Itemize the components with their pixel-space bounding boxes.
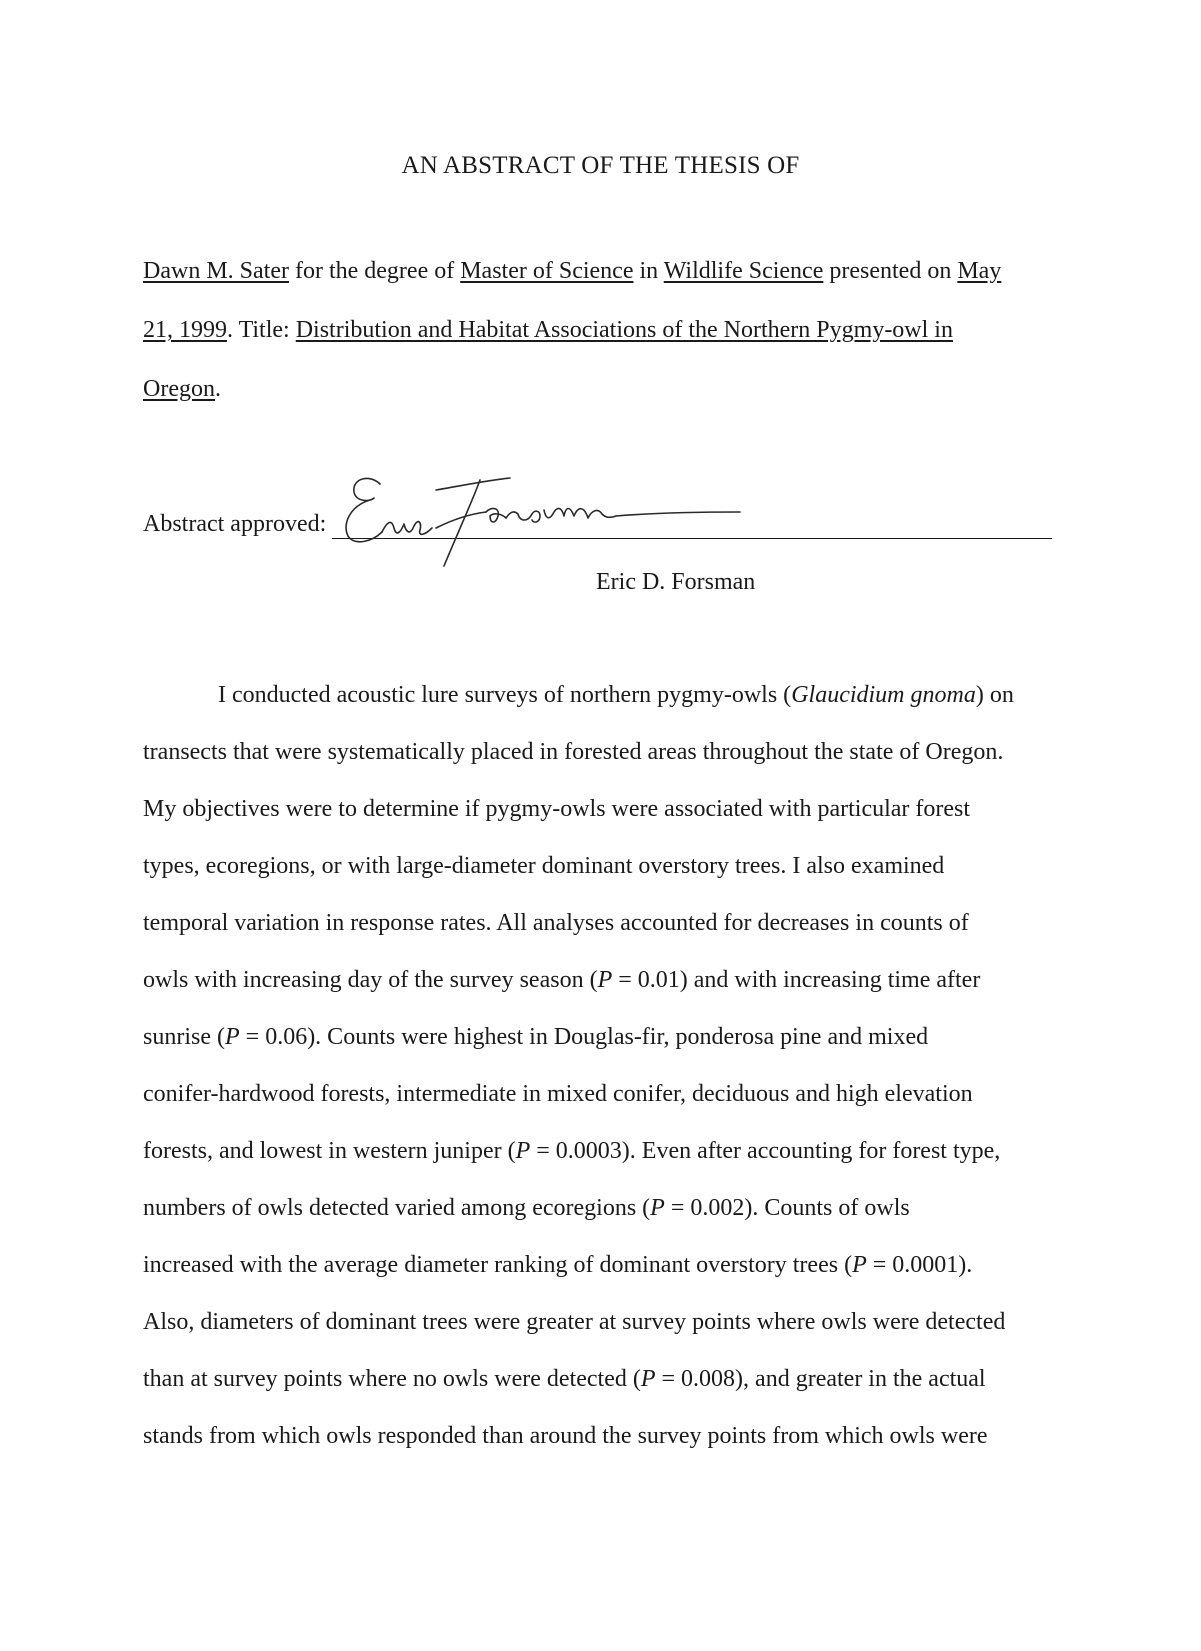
text: = 0.002). Counts of owls <box>664 1195 910 1221</box>
abstract-line-5: temporal variation in response rates. All analyses accounted for decreases in counts of <box>143 910 969 936</box>
abstract-line-7 <box>143 1024 928 1051</box>
abstract-line-13 <box>143 1366 986 1393</box>
abstract-line-4: types, ecoregions, or with large-diameter dominant overstory trees. I also examined <box>143 853 945 879</box>
p-symbol: P <box>650 1195 665 1221</box>
text: = 0.01) and with increasing time after <box>612 967 981 993</box>
date-part-1: May <box>957 258 1002 284</box>
approver-name: Eric D. Forsman <box>596 569 756 595</box>
abstract-line-6 <box>143 967 980 994</box>
text: increased with the average diameter ranking of dominant overstory trees ( <box>143 1252 853 1278</box>
field-name: Wildlife Science <box>663 258 824 284</box>
header-text-title: . Title: <box>227 317 296 343</box>
text: ) on <box>975 682 1014 708</box>
handwritten-signature <box>340 462 800 567</box>
abstract-line-11 <box>143 1252 972 1279</box>
header-line-2 <box>143 317 953 344</box>
abstract-line-1 <box>218 682 1014 709</box>
author-name: Dawn M. Sater <box>143 258 289 284</box>
text: = 0.008), and greater in the actual <box>655 1366 986 1392</box>
header-text-degree: for the degree of <box>288 258 461 284</box>
p-symbol: P <box>852 1252 867 1278</box>
text: owls with increasing day of the survey season ( <box>143 967 598 993</box>
approval-label: Abstract approved: <box>143 511 327 537</box>
text: I conducted acoustic lure surveys of northern pygmy-owls ( <box>218 682 792 708</box>
text: forests, and lowest in western juniper ( <box>143 1138 516 1164</box>
p-symbol: P <box>224 1024 240 1050</box>
text: = 0.0003). Even after accounting for forest type, <box>530 1138 1001 1164</box>
thesis-title-part-2: Oregon <box>143 376 215 402</box>
text: sunrise ( <box>143 1024 225 1050</box>
thesis-title-part-1: Distribution and Habitat Associations of the Northern Pygmy-owl in <box>295 317 953 343</box>
degree-name: Master of Science <box>460 258 634 284</box>
text: = 0.06). Counts were highest in Douglas-fir, ponderosa pine and mixed <box>239 1024 929 1050</box>
text: than at survey points where no owls were detected ( <box>143 1366 641 1392</box>
abstract-line-14: stands from which owls responded than around the survey points from which owls were <box>143 1423 988 1449</box>
species-name: Glaucidium gnoma <box>791 682 976 708</box>
text: = 0.0001). <box>866 1252 973 1278</box>
header-line-1 <box>143 258 1001 285</box>
abstract-line-10 <box>143 1195 910 1222</box>
abstract-line-3: My objectives were to determine if pygmy-owls were associated with particular forest <box>143 796 971 822</box>
title-period: . <box>214 376 221 402</box>
p-symbol: P <box>597 967 613 993</box>
header-line-3 <box>143 376 221 403</box>
abstract-line-2: transects that were systematically placed in forested areas throughout the state of Oregon. <box>143 739 1004 765</box>
header-text-in: in <box>633 258 664 284</box>
date-part-2: 21, 1999 <box>143 317 227 343</box>
abstract-line-9 <box>143 1138 1000 1165</box>
p-symbol: P <box>515 1138 531 1164</box>
abstract-line-8: conifer-hardwood forests, intermediate in mixed conifer, deciduous and high elevation <box>143 1081 973 1107</box>
header-text-presented: presented on <box>823 258 958 284</box>
p-symbol: P <box>640 1366 656 1392</box>
page-heading: AN ABSTRACT OF THE THESIS OF <box>401 152 800 179</box>
abstract-line-12: Also, diameters of dominant trees were greater at survey points where owls were detected <box>143 1309 1006 1335</box>
text: numbers of owls detected varied among ecoregions ( <box>143 1195 651 1221</box>
